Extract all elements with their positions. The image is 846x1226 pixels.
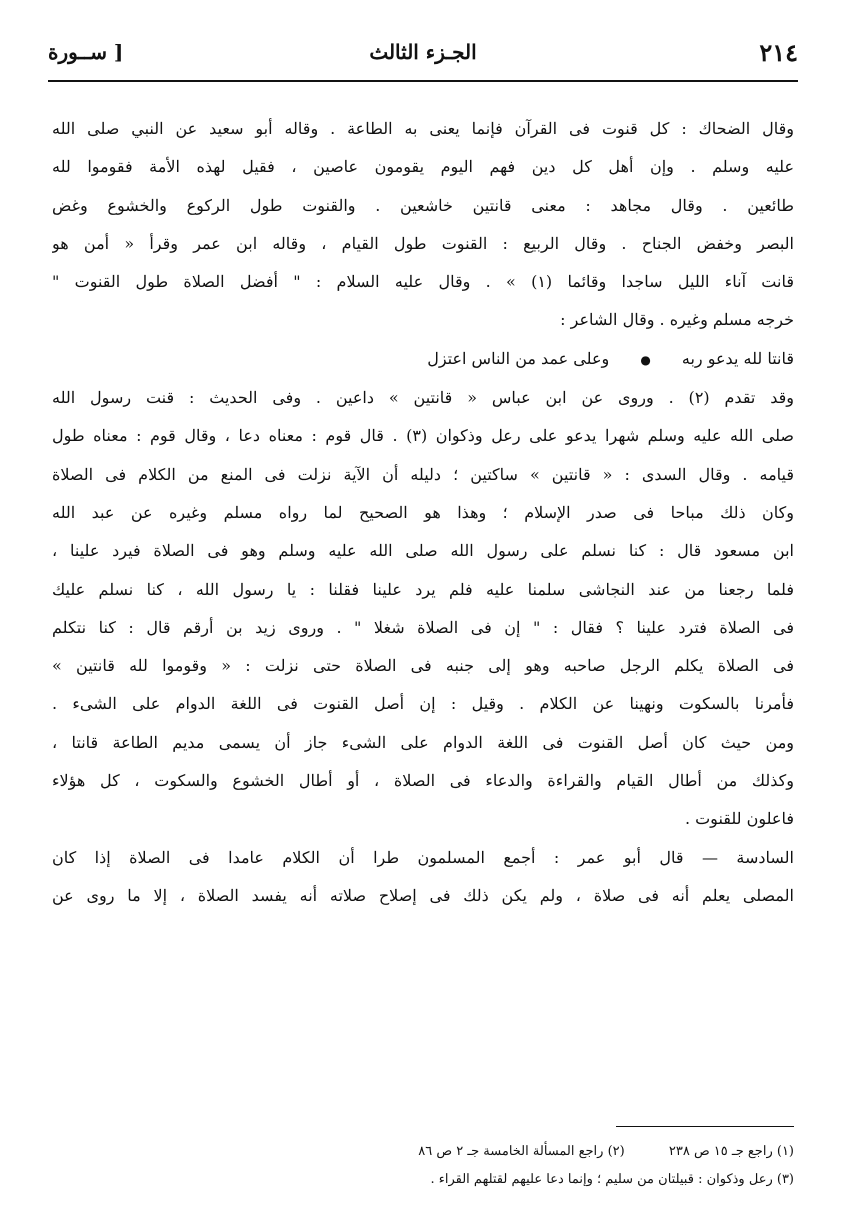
footnote-1: (١) راجع جـ ١٥ ص ٢٣٨ xyxy=(668,1144,794,1159)
footnote-2: (٢) راجع المسألة الخامسة جـ ٢ ص ٨٦ xyxy=(418,1144,625,1159)
verse-hemistich-1: قانتا لله يدعو ربه xyxy=(681,348,794,368)
page-header xyxy=(48,36,798,76)
text-line: صلى الله عليه وسلم شهرا يدعو على رعل وذكوان (٣) . قال قوم : معناه دعا ، وقال قوم : معناه طول xyxy=(52,426,794,446)
surah-label: [ ســورة xyxy=(48,40,124,64)
running-title: الجـزء الثالث xyxy=(369,40,477,64)
poetry-verse xyxy=(52,340,794,379)
text-line: البصر وخفض الجناح . وقال الربيع : القنوت طول القيام ، وقاله ابن عمر وقرأ « أمن هو xyxy=(52,233,794,253)
verse-hemistich-2: وعلى عمد من الناس اعتزل xyxy=(427,348,610,368)
footnote-row xyxy=(52,1138,794,1166)
text-line: فلما رجعنا من عند النجاشى سلمنا عليه فلم يرد علينا فقلنا : يا رسول الله ، كنا نسلم عليك xyxy=(52,579,794,599)
paragraph-1 xyxy=(52,110,794,340)
header-divider xyxy=(48,80,798,82)
text-line: فى الصلاة يكلم الرجل صاحبه وهو إلى جنبه فى الصلاة حتى نزلت : « وقوموا لله قانتين » xyxy=(52,656,794,676)
footnote-divider xyxy=(616,1126,794,1127)
page-number: ٢١٤ xyxy=(759,38,798,67)
text-line: قيامه . وقال السدى : « قانتين » ساكتين ؛ دليله أن الآية نزلت فى المنع من الكلام فى الصلاة xyxy=(52,464,794,484)
text-line: طائعين . وقال مجاهد : معنى قانتين خاشعين . والقنوت طول الركوع والخشوع وغض xyxy=(52,195,794,215)
text-line: فى الصلاة فترد علينا ؟ فقال : " إن فى الصلاة شغلا " . وروى زيد بن أرقم قال : كنا نتكلم xyxy=(52,617,794,637)
text-line: وقال الضحاك : كل قنوت فى القرآن فإنما يعنى به الطاعة . وقاله أبو سعيد عن النبي صلى الله xyxy=(52,119,794,138)
text-line: خرجه مسلم وغيره . وقال الشاعر : xyxy=(560,310,794,330)
text-line: عليه وسلم . وإن أهل كل دين فهم اليوم يقومون عاصين ، فقيل لهذه الأمة فقوموا لله xyxy=(52,157,794,177)
text-line: وكان ذلك مباحا فى صدر الإسلام ؛ وهذا هو الصحيح لما رواه مسلم وغيره عن عبد الله xyxy=(52,502,794,522)
text-line: ابن مسعود قال : كنا نسلم على رسول الله صلى الله عليه وسلم وهو فى الصلاة فيرد علينا ، xyxy=(52,541,794,561)
text-line: ومن حيث كان أصل القنوت فى اللغة الدوام على الشىء جاز أن يسمى مديم الطاعة قانتا ، xyxy=(52,732,794,752)
text-line: وقد تقدم (٢) . وروى عن ابن عباس « قانتين » داعين . وفى الحديث : قنت رسول الله xyxy=(52,388,794,408)
footnote-row xyxy=(52,1166,794,1194)
text-line: فاعلون للقنوت . xyxy=(684,809,794,829)
text-line: فأمرنا بالسكوت ونهينا عن الكلام . وقيل : إن أصل القنوت فى اللغة الدوام على الشىء . xyxy=(52,694,794,714)
paragraph-2 xyxy=(52,379,794,839)
text-line: السادسة — قال أبو عمر : أجمع المسلمون طرا أن الكلام عامدا فى الصلاة إذا كان xyxy=(52,847,794,867)
text-line: قانت آناء الليل ساجدا وقائما (١) » . وقال عليه السلام : " أفضل الصلاة طول القنوت " xyxy=(52,272,794,292)
paragraph-3 xyxy=(52,839,794,916)
footnote-3: (٣) رعل وذكوان : قبيلتان من سليم ؛ وإنما دعا عليهم لقتلهم القراء . xyxy=(430,1172,794,1187)
text-line: المصلى يعلم أنه فى صلاة ، ولم يكن ذلك فى إصلاح صلاته أنه يفسد الصلاة ، إلا ما روى عن xyxy=(52,885,794,905)
verse-separator: ● xyxy=(640,352,651,367)
footnotes xyxy=(52,1138,794,1194)
text-line: وكذلك من أطال القيام والقراءة والدعاء فى الصلاة ، أو أطال الخشوع والسكوت ، كل هؤلاء xyxy=(52,771,794,791)
body-text xyxy=(52,110,794,915)
